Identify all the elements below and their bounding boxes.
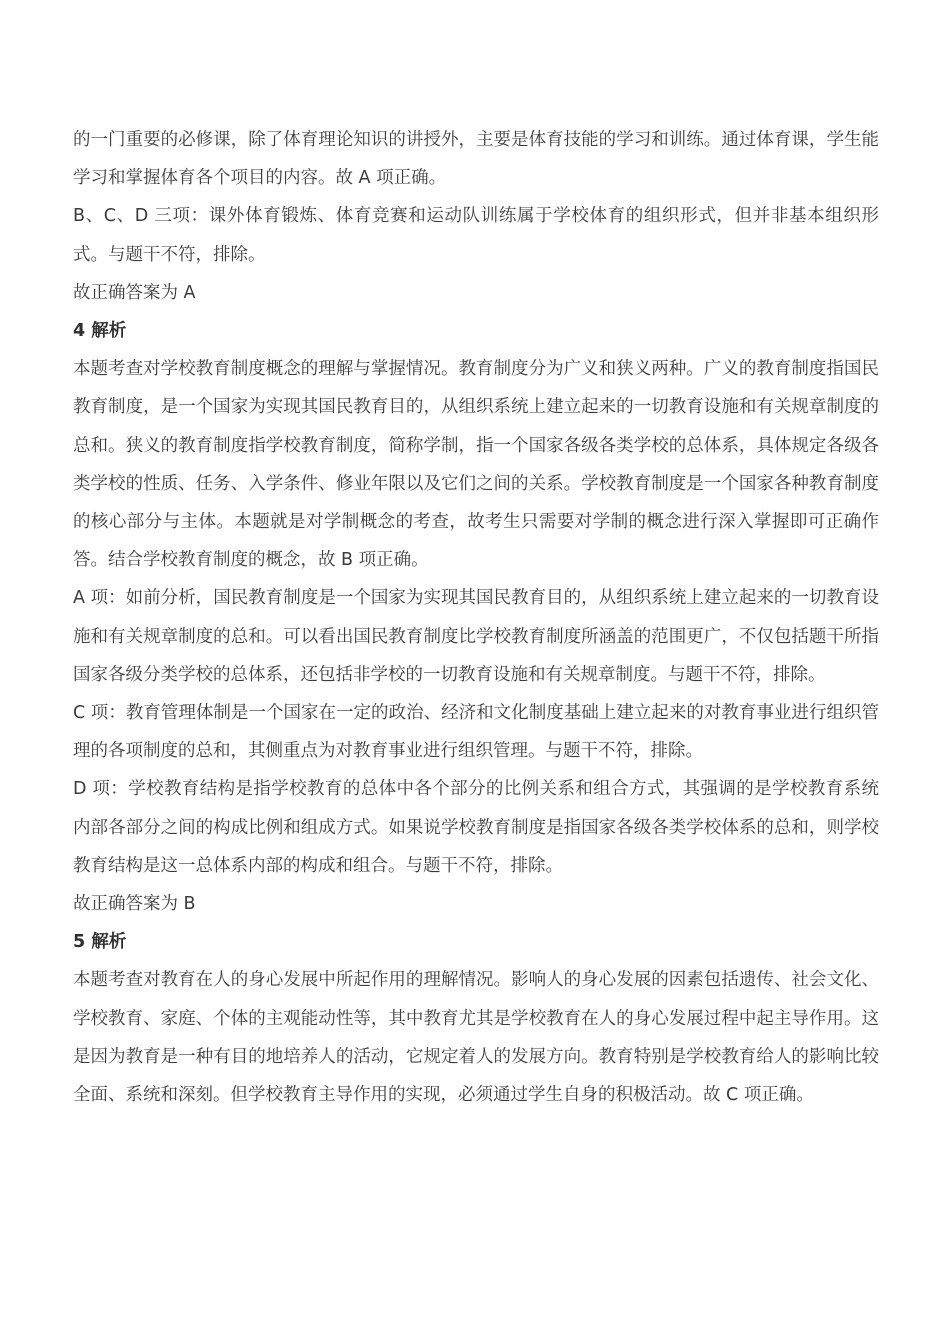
paragraph-q4-answer: 故正确答案为 B [73, 894, 196, 915]
paragraph-q4-option-a: A 项：如前分析，国民教育制度是一个国家为实现其国民教育目的，从组织系统上建立起来的一切教育设施和有关规章制度的总和。可以看出国民教育制度比学校教育制度所涵盖的范围更广，不仅包括题干所指国家各级分类学校的总体系，还包括非学校的一切教育设施和有关规章制度。与题干不符，排除。 [73, 588, 879, 685]
heading-q4-analysis: 4 解析 [73, 321, 127, 342]
paragraph-q4-option-d: D 项：学校教育结构是指学校教育的总体中各个部分的比例关系和组合方式，其强调的是学校教育系统内部各部分之间的构成比例和组成方式。如果说学校教育制度是指国家各级各类学校体系的总和，则学校教育结构是这一总体系内部的构成和组合。与题干不符，排除。 [73, 779, 879, 876]
paragraph-q3-option-bcd: B、C、D 三项：课外体育锻炼、体育竞赛和运动队训练属于学校体育的组织形式，但并非基本组织形式。与题干不符，排除。 [73, 206, 879, 265]
document-page [73, 121, 879, 1114]
paragraph-q5-main: 本题考查对教育在人的身心发展中所起作用的理解情况。影响人的身心发展的因素包括遗传、社会文化、学校教育、家庭、个体的主观能动性等，其中教育尤其是学校教育在人的身心发展过程中起主导作用。这是因为教育是一种有目的地培养人的活动，它规定着人的发展方向。教育特别是学校教育给人的影响比较全面、系统和深刻。但学校教育主导作用的实现，必须通过学生自身的积极活动。故 C 项正确。 [73, 970, 879, 1106]
paragraph-q4-option-c: C 项：教育管理体制是一个国家在一定的政治、经济和文化制度基础上建立起来的对教育事业进行组织管理的各项制度的总和，其侧重点为对教育事业进行组织管理。与题干不符，排除。 [73, 703, 879, 762]
paragraph-q4-main: 本题考查对学校教育制度概念的理解与掌握情况。教育制度分为广义和狭义两种。广义的教育制度指国民教育制度，是一个国家为实现其国民教育目的，从组织系统上建立起来的一切教育设施和有关规章制度的总和。狭义的教育制度指学校教育制度，简称学制，指一个国家各级各类学校的总体系，具体规定各级各类学校的性质、任务、入学条件、修业年限以及它们之间的关系。学校教育制度是一个国家各种教育制度的核心部分与主体。本题就是对学制概念的考查，故考生只需要对学制的概念进行深入掌握即可正确作答。结合学校教育制度的概念，故 B 项正确。 [73, 359, 879, 571]
paragraph-q3-analysis-end: 的一门重要的必修课，除了体育理论知识的讲授外，主要是体育技能的学习和训练。通过体育课，学生能学习和掌握体育各个项目的内容。故 A 项正确。 [73, 130, 879, 189]
heading-q5-analysis: 5 解析 [73, 932, 127, 953]
paragraph-q3-answer: 故正确答案为 A [73, 282, 196, 303]
